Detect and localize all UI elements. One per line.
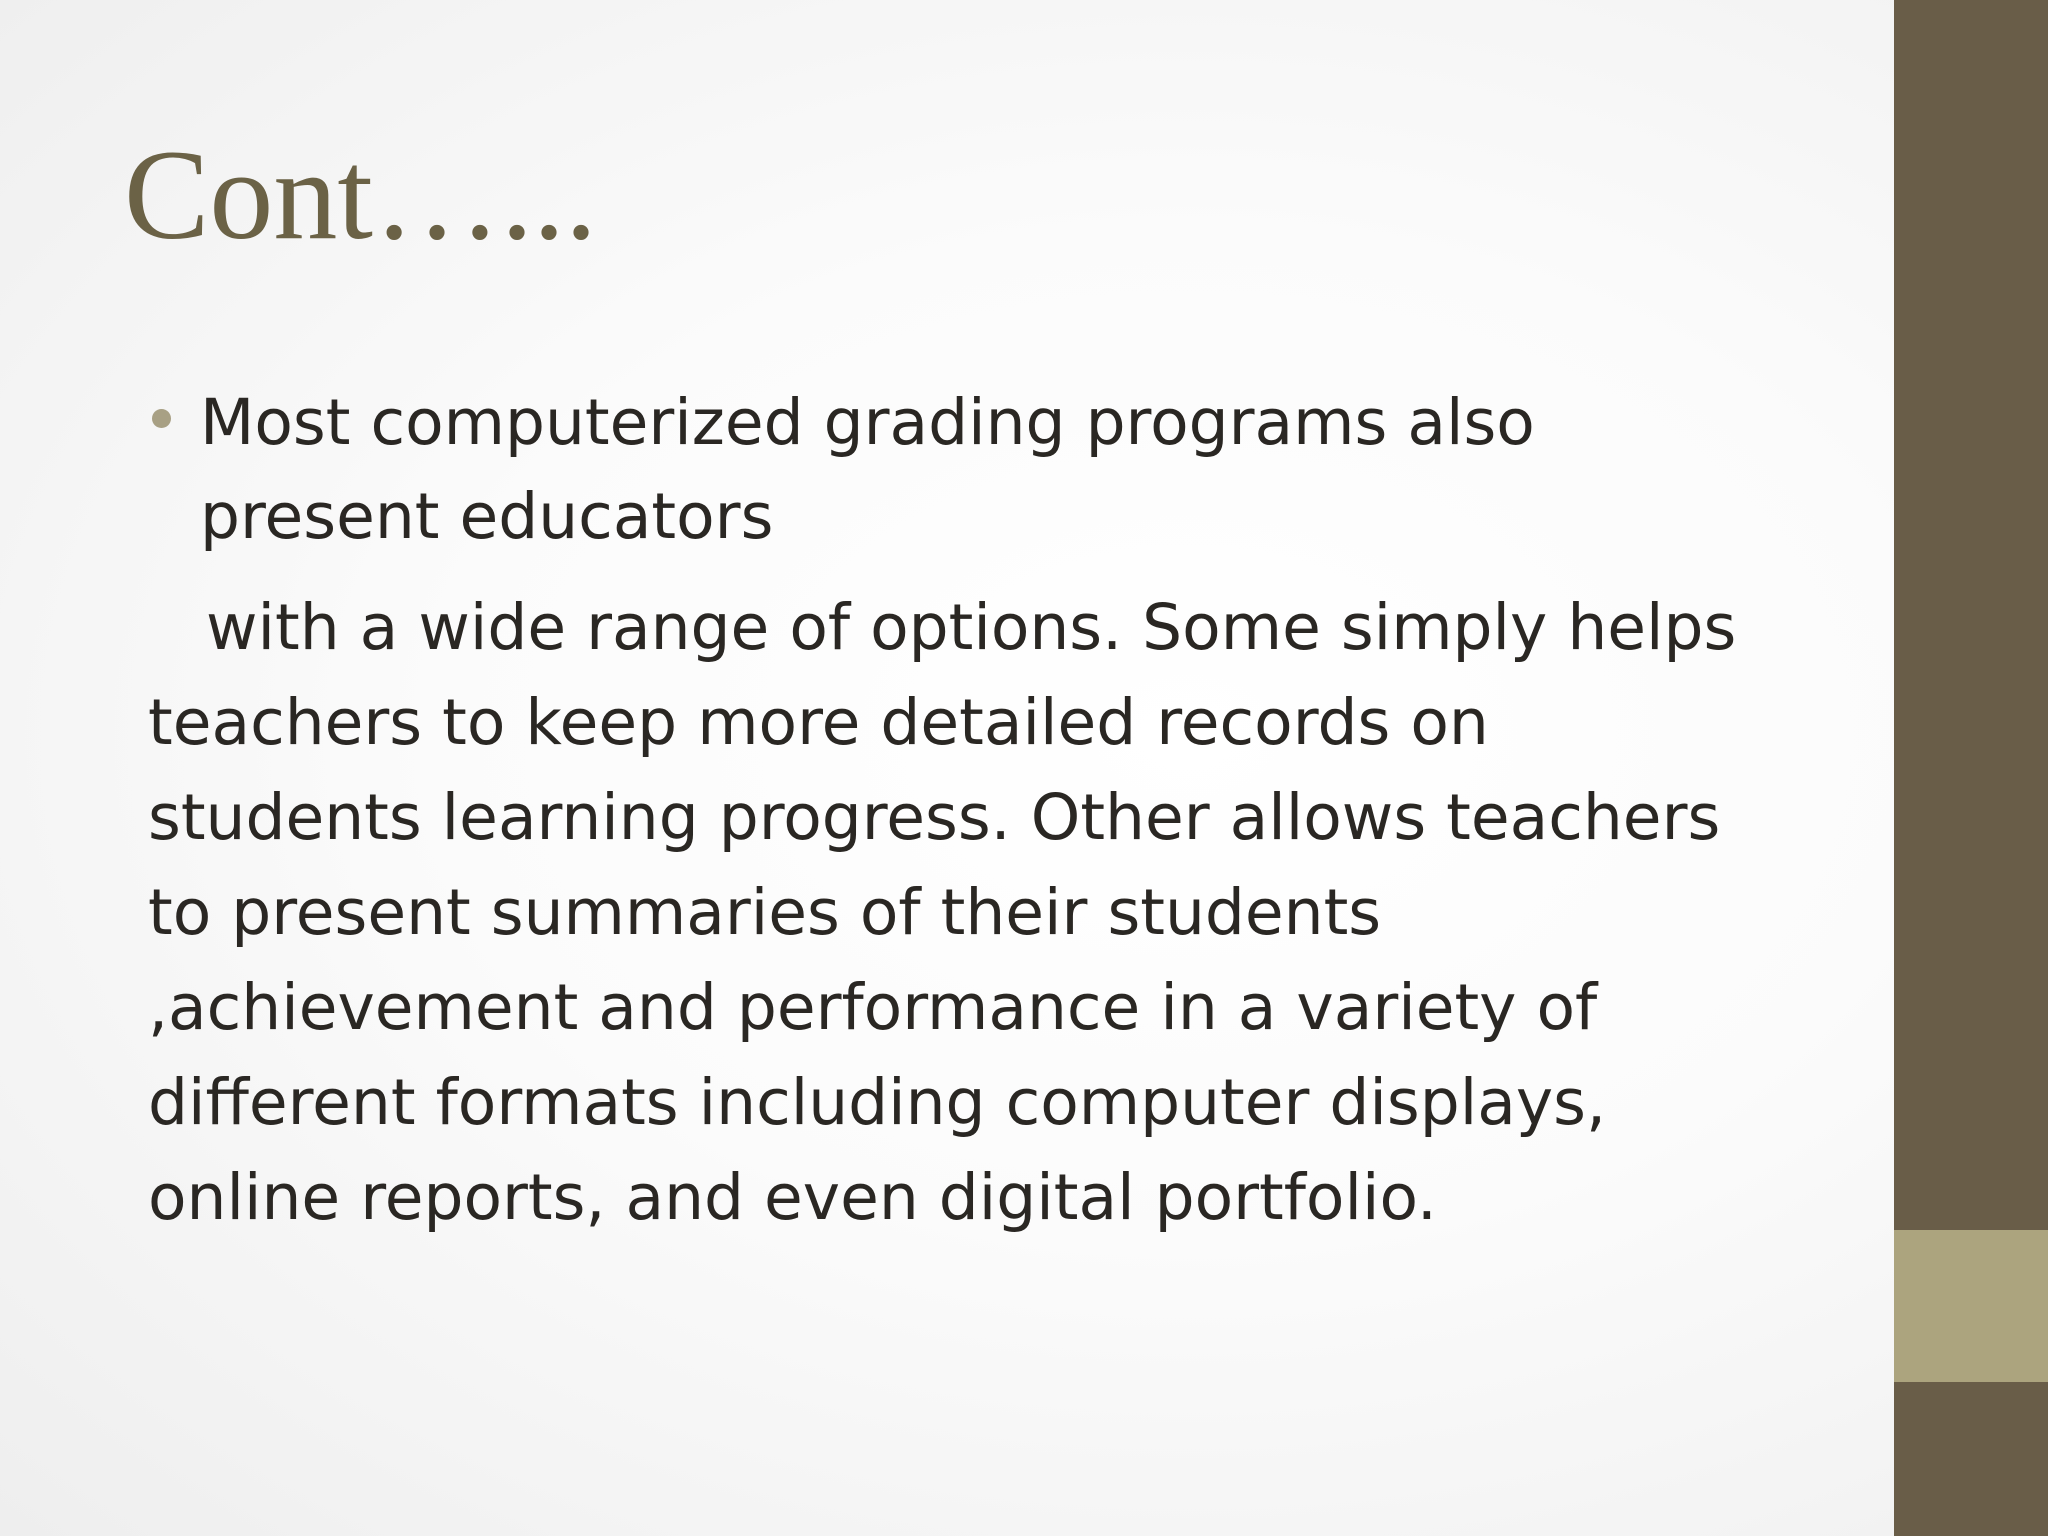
bullet-dot-icon: [152, 409, 171, 428]
side-decoration-accent: [1894, 1230, 2048, 1382]
bullet-item: [148, 376, 1768, 564]
slide-title: Cont…...: [124, 124, 597, 266]
slide-body: [148, 376, 1768, 1245]
body-paragraph: with a wide range of options. Some simply helps teachers to keep more detailed records on students learning progress. Other allows teachers to present summaries of their students ,achievement and performance in a variety of different formats including computer displays, online reports, and even digital portfolio.: [148, 591, 1737, 1234]
bullet-text: Most computerized grading programs also present educators: [200, 386, 1535, 553]
